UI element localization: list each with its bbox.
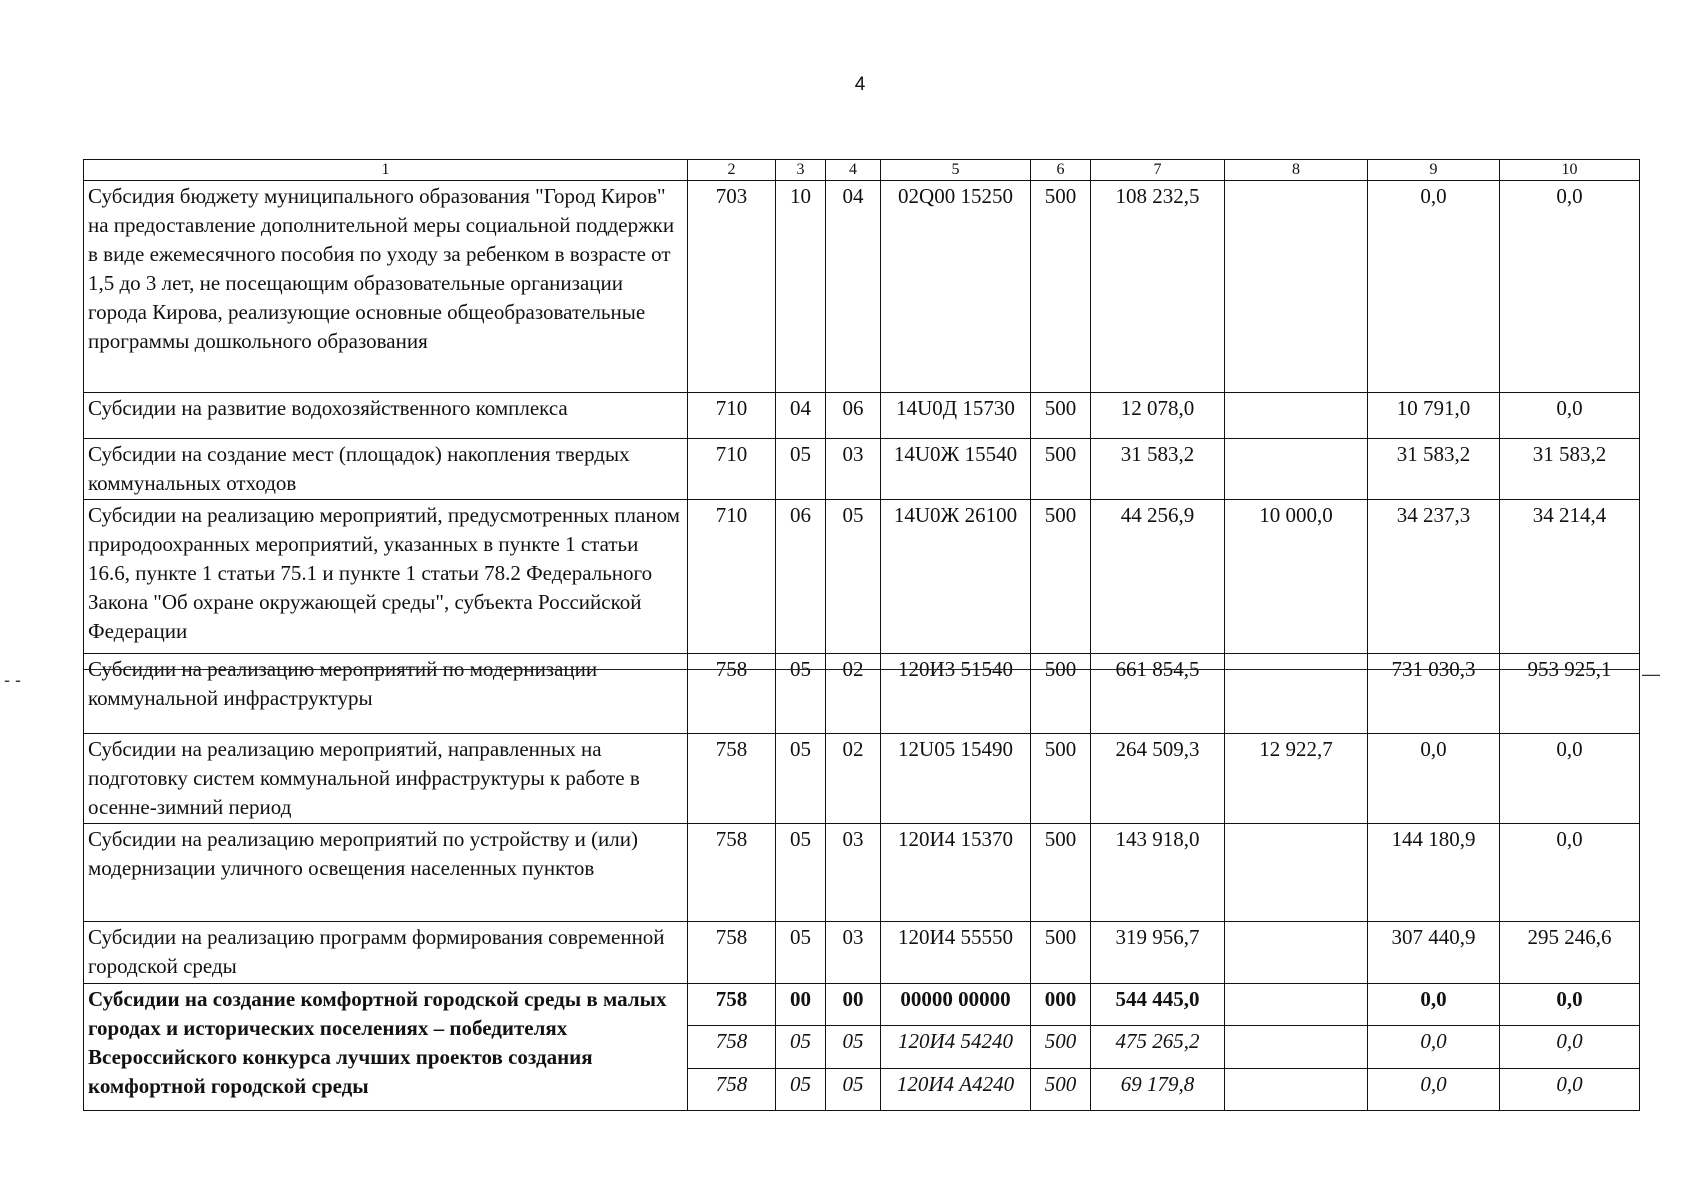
- col-num: 8: [1225, 160, 1368, 181]
- cell-c10: 0,0: [1500, 181, 1640, 393]
- cell-c9: 731 030,3: [1368, 654, 1500, 734]
- table-row: [84, 181, 1640, 393]
- cell-c4: 02: [826, 734, 881, 824]
- cell-c4: 03: [826, 439, 881, 500]
- cell-c8: [1225, 922, 1368, 984]
- cell-c4: 05: [826, 1026, 881, 1069]
- cell-c8: [1225, 181, 1368, 393]
- row-description: Субсидии на реализацию мероприятий, предусмотренных планом природоохранных мероприятий, указанных в пункте 1 статьи 16.6, пункте 1 статьи 75.1 и пункте 1 статьи 78.2 Федерального Закона "Об охране окружающей среды", субъекта Российской Федерации: [84, 500, 688, 654]
- cell-c9: 0,0: [1368, 1069, 1500, 1111]
- row-description: Субсидии на создание мест (площадок) накопления твердых коммунальных отходов: [84, 439, 688, 500]
- cell-c2: 710: [688, 439, 776, 500]
- column-number-row: [84, 160, 1640, 181]
- col-num: 10: [1500, 160, 1640, 181]
- cell-c10: 953 925,1: [1500, 654, 1640, 734]
- cell-c3: 05: [776, 1026, 826, 1069]
- col-num: 9: [1368, 160, 1500, 181]
- row-description: Субсидии на реализацию программ формирования современной городской среды: [84, 922, 688, 984]
- cell-c5: 14U0Ж 26100: [881, 500, 1031, 654]
- cell-c5: 120И4 55550: [881, 922, 1031, 984]
- table-row: [84, 393, 1640, 439]
- cell-c2: 710: [688, 393, 776, 439]
- cell-c6: 500: [1031, 393, 1091, 439]
- cell-c3: 05: [776, 1069, 826, 1111]
- col-num: 4: [826, 160, 881, 181]
- cell-c6: 500: [1031, 922, 1091, 984]
- cell-c4: 05: [826, 1069, 881, 1111]
- table-row: [84, 439, 1640, 500]
- margin-mark-left: - -: [4, 670, 21, 690]
- cell-c8: [1225, 824, 1368, 922]
- cell-c5: 14U0Д 15730: [881, 393, 1031, 439]
- cell-c6: 500: [1031, 1069, 1091, 1111]
- table-row: [84, 922, 1640, 984]
- group-description: Субсидии на создание комфортной городской среды в малых городах и исторических поселениях – победителях Всероссийского конкурса лучших проектов создания комфортной городской среды: [84, 984, 688, 1111]
- cell-c5: 120И4 15370: [881, 824, 1031, 922]
- cell-c7: 475 265,2: [1091, 1026, 1225, 1069]
- cell-c2: 703: [688, 181, 776, 393]
- cell-c3: 05: [776, 922, 826, 984]
- cell-c8: [1225, 1026, 1368, 1069]
- cell-c7: 143 918,0: [1091, 824, 1225, 922]
- cell-c5: 120И4 54240: [881, 1026, 1031, 1069]
- cell-c2: 758: [688, 1026, 776, 1069]
- cell-c9: 307 440,9: [1368, 922, 1500, 984]
- cell-c4: 06: [826, 393, 881, 439]
- col-num: 1: [84, 160, 688, 181]
- cell-c7: 319 956,7: [1091, 922, 1225, 984]
- row-description: Субсидии на развитие водохозяйственного комплекса: [84, 393, 688, 439]
- cell-c2: 758: [688, 654, 776, 734]
- cell-c5: 00000 00000: [881, 984, 1031, 1026]
- cell-c6: 500: [1031, 734, 1091, 824]
- cell-c4: 02: [826, 654, 881, 734]
- cell-c4: 03: [826, 824, 881, 922]
- cell-c3: 00: [776, 984, 826, 1026]
- cell-c5: 12U05 15490: [881, 734, 1031, 824]
- cell-c7: 661 854,5: [1091, 654, 1225, 734]
- cell-c5: 02Q00 15250: [881, 181, 1031, 393]
- row-description: Субсидии на реализацию мероприятий по устройству и (или) модернизации уличного освещения населенных пунктов: [84, 824, 688, 922]
- cell-c2: 758: [688, 922, 776, 984]
- cell-c3: 06: [776, 500, 826, 654]
- cell-c9: 10 791,0: [1368, 393, 1500, 439]
- cell-c8: [1225, 654, 1368, 734]
- cell-c2: 710: [688, 500, 776, 654]
- cell-c9: 0,0: [1368, 734, 1500, 824]
- cell-c2: 758: [688, 734, 776, 824]
- cell-c7: 544 445,0: [1091, 984, 1225, 1026]
- group-total-row: [84, 984, 1640, 1026]
- cell-c8: [1225, 439, 1368, 500]
- cell-c3: 04: [776, 393, 826, 439]
- margin-mark-right: —: [1642, 664, 1660, 684]
- cell-c8: [1225, 393, 1368, 439]
- cell-c6: 500: [1031, 654, 1091, 734]
- table-row-struck: [84, 654, 1640, 734]
- cell-c9: 144 180,9: [1368, 824, 1500, 922]
- row-description: Субсидия бюджету муниципального образования "Город Киров" на предоставление дополнительной меры социальной поддержки в виде ежемесячного пособия по уходу за ребенком в возрасте от 1,5 до 3 лет, не посещающим образовательные организации города Кирова, реализующие основные общеобразовательные программы дошкольного образования: [84, 181, 688, 393]
- cell-c10: 295 246,6: [1500, 922, 1640, 984]
- cell-c4: 03: [826, 922, 881, 984]
- budget-table: [83, 159, 1640, 1111]
- cell-c5: 120И4 А4240: [881, 1069, 1031, 1111]
- cell-c3: 05: [776, 734, 826, 824]
- cell-c10: 0,0: [1500, 393, 1640, 439]
- cell-c6: 500: [1031, 824, 1091, 922]
- cell-c3: 05: [776, 439, 826, 500]
- cell-c7: 69 179,8: [1091, 1069, 1225, 1111]
- cell-c3: 05: [776, 824, 826, 922]
- cell-c10: 34 214,4: [1500, 500, 1640, 654]
- page-number: 4: [854, 74, 866, 95]
- cell-c10: 0,0: [1500, 734, 1640, 824]
- cell-c8: [1225, 1069, 1368, 1111]
- col-num: 6: [1031, 160, 1091, 181]
- cell-c2: 758: [688, 824, 776, 922]
- cell-c7: 31 583,2: [1091, 439, 1225, 500]
- table-row: [84, 824, 1640, 922]
- cell-c10: 0,0: [1500, 824, 1640, 922]
- cell-c2: 758: [688, 1069, 776, 1111]
- cell-c7: 108 232,5: [1091, 181, 1225, 393]
- col-num: 7: [1091, 160, 1225, 181]
- cell-c9: 0,0: [1368, 984, 1500, 1026]
- cell-c7: 12 078,0: [1091, 393, 1225, 439]
- col-num: 2: [688, 160, 776, 181]
- cell-c7: 264 509,3: [1091, 734, 1225, 824]
- cell-c9: 31 583,2: [1368, 439, 1500, 500]
- table-row: [84, 734, 1640, 824]
- cell-c9: 0,0: [1368, 181, 1500, 393]
- cell-c2: 758: [688, 984, 776, 1026]
- cell-c8: [1225, 984, 1368, 1026]
- cell-c4: 00: [826, 984, 881, 1026]
- cell-c3: 10: [776, 181, 826, 393]
- table-row: [84, 500, 1640, 654]
- cell-c6: 500: [1031, 181, 1091, 393]
- cell-c6: 000: [1031, 984, 1091, 1026]
- cell-c6: 500: [1031, 1026, 1091, 1069]
- cell-c6: 500: [1031, 439, 1091, 500]
- col-num: 3: [776, 160, 826, 181]
- row-description: Субсидии на реализацию мероприятий, направленных на подготовку систем коммунальной инфраструктуры к работе в осенне-зимний период: [84, 734, 688, 824]
- cell-c10: 0,0: [1500, 1069, 1640, 1111]
- cell-c8: 10 000,0: [1225, 500, 1368, 654]
- cell-c8: 12 922,7: [1225, 734, 1368, 824]
- cell-c7: 44 256,9: [1091, 500, 1225, 654]
- row-description: Субсидии на реализацию мероприятий по модернизации коммунальной инфраструктуры: [84, 654, 688, 734]
- cell-c9: 34 237,3: [1368, 500, 1500, 654]
- cell-c5: 14U0Ж 15540: [881, 439, 1031, 500]
- cell-c10: 31 583,2: [1500, 439, 1640, 500]
- cell-c10: 0,0: [1500, 1026, 1640, 1069]
- cell-c3: 05: [776, 654, 826, 734]
- cell-c4: 05: [826, 500, 881, 654]
- col-num: 5: [881, 160, 1031, 181]
- cell-c9: 0,0: [1368, 1026, 1500, 1069]
- cell-c10: 0,0: [1500, 984, 1640, 1026]
- cell-c5: 120И3 51540: [881, 654, 1031, 734]
- cell-c4: 04: [826, 181, 881, 393]
- cell-c6: 500: [1031, 500, 1091, 654]
